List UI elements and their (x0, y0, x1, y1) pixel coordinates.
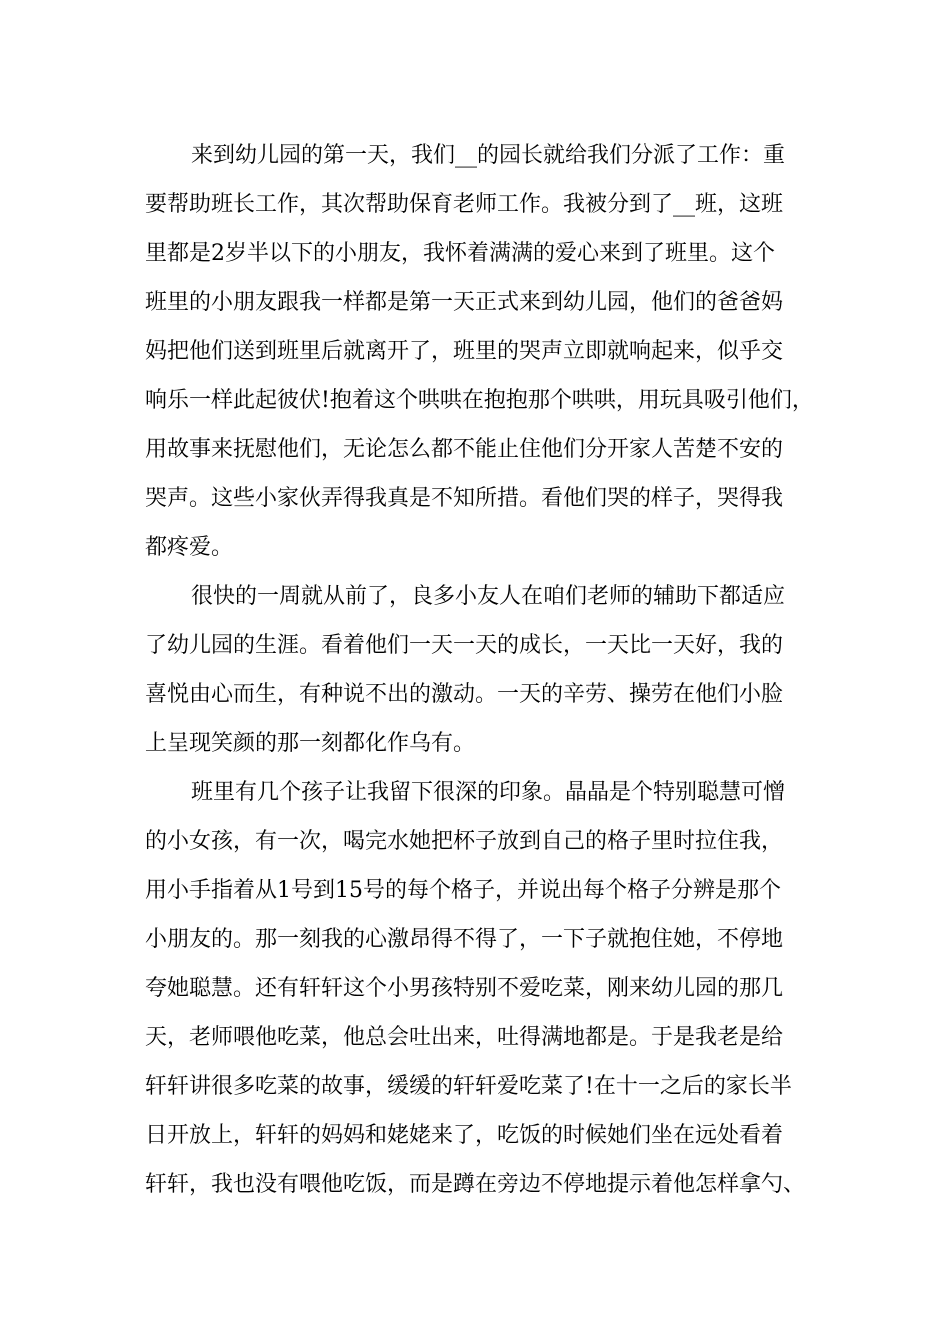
text-line: 上呈现笑颜的那一刻都化作乌有。 (145, 731, 476, 756)
text-line: 来到幼儿园的第一天，我们__的园长就给我们分派了工作：重 (191, 143, 786, 168)
text-line: 的小女孩，有一次，喝完水她把杯子放到自己的格子里时拉住我， (145, 829, 784, 854)
text-line: 轩轩讲很多吃菜的故事，缓缓的轩轩爱吃菜了!在十一之后的家长半 (145, 1074, 792, 1099)
text-line: 小朋友的。那一刻我的心激昂得不得了，一下子就抱住她，不停地 (145, 927, 784, 952)
text-line: 用小手指着从1号到15号的每个格子，并说出每个格子分辨是那个 (145, 878, 781, 903)
text-line: 班里的小朋友跟我一样都是第一天正式来到幼儿园，他们的爸爸妈 (145, 290, 784, 315)
text-line: 天，老师喂他吃菜，他总会吐出来，吐得满地都是。于是我老是给 (145, 1025, 784, 1050)
text-line: 日开放上，轩轩的妈妈和姥姥来了，吃饭的时候她们坐在远处看着 (145, 1123, 784, 1148)
text-line: 哭声。这些小家伙弄得我真是不知所措。看他们哭的样子，哭得我 (145, 486, 784, 511)
text-line: 用故事来抚慰他们，无论怎么都不能止住他们分开家人苦楚不安的 (145, 437, 784, 462)
text-line: 夸她聪慧。还有轩轩这个小男孩特别不爱吃菜，刚来幼儿园的那几 (145, 976, 784, 1001)
text-line: 轩轩，我也没有喂他吃饭，而是蹲在旁边不停地提示着他怎样拿勺、 (145, 1172, 806, 1197)
text-line: 喜悦由心而生，有种说不出的激动。一天的辛劳、操劳在他们小脸 (145, 682, 784, 707)
text-line: 妈把他们送到班里后就离开了，班里的哭声立即就响起来，似乎交 (145, 339, 784, 364)
paragraph-2 (145, 572, 825, 768)
text-line: 很快的一周就从前了，良多小友人在咱们老师的辅助下都适应 (191, 584, 786, 609)
text-line: 响乐一样此起彼伏!抱着这个哄哄在抱抱那个哄哄，用玩具吸引他们， (145, 388, 814, 413)
text-line: 要帮助班长工作，其次帮助保育老师工作。我被分到了__班，这班 (145, 192, 784, 217)
paragraph-1 (145, 131, 825, 572)
body-text (145, 131, 825, 1209)
text-line: 班里有几个孩子让我留下很深的印象。晶晶是个特别聪慧可憎 (191, 780, 786, 805)
text-line: 里都是2岁半以下的小朋友，我怀着满满的爱心来到了班里。这个 (145, 241, 775, 266)
text-line: 都疼爱。 (145, 535, 234, 560)
paragraph-3 (145, 768, 825, 1209)
text-line: 了幼儿园的生涯。看着他们一天一天的成长，一天比一天好，我的 (145, 633, 784, 658)
